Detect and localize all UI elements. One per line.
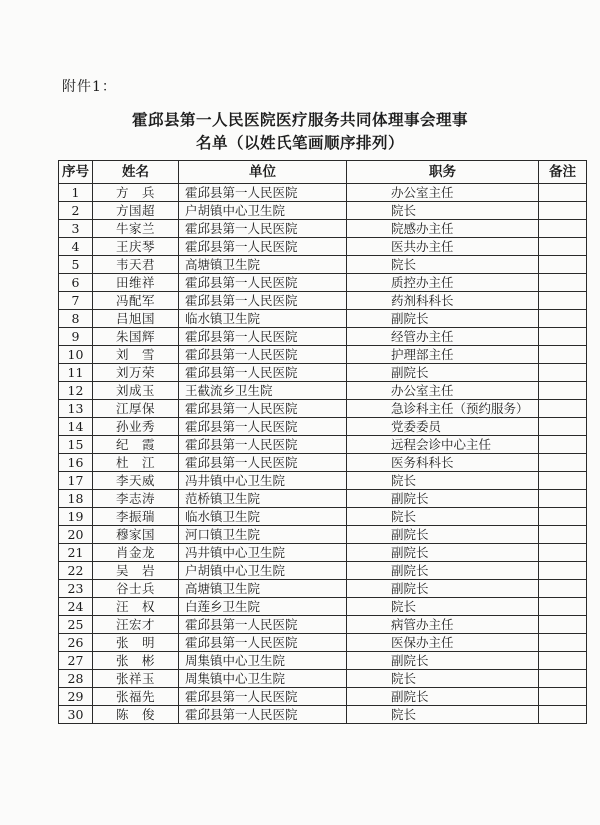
row-index: 23 [59,580,93,598]
row-position: 院长 [347,508,539,526]
table-row [59,310,587,328]
table-row [59,328,587,346]
row-index: 10 [59,346,93,364]
row-position: 院长 [347,706,539,724]
row-unit: 霍邱县第一人民医院 [179,184,347,202]
row-index: 26 [59,634,93,652]
row-position: 副院长 [347,364,539,382]
row-unit: 户胡镇中心卫生院 [179,202,347,220]
row-name: 李志涛 [93,490,179,508]
row-unit: 临水镇卫生院 [179,508,347,526]
row-index: 5 [59,256,93,274]
row-name: 李振瑞 [93,508,179,526]
row-unit: 霍邱县第一人民医院 [179,418,347,436]
row-position: 医共办主任 [347,238,539,256]
header-unit: 单位 [179,161,347,184]
row-unit: 霍邱县第一人民医院 [179,346,347,364]
row-remark [539,418,587,436]
row-position: 党委委员 [347,418,539,436]
row-remark [539,364,587,382]
row-name: 方国超 [93,202,179,220]
row-index: 29 [59,688,93,706]
table-row [59,238,587,256]
document-title-line1: 霍邱县第一人民医院医疗服务共同体理事会理事 [131,111,468,129]
row-remark [539,544,587,562]
row-name: 张祥玉 [93,670,179,688]
header-name: 姓名 [93,161,179,184]
row-unit: 霍邱县第一人民医院 [179,706,347,724]
row-index: 27 [59,652,93,670]
table-row [59,400,587,418]
row-index: 13 [59,400,93,418]
row-index: 7 [59,292,93,310]
row-unit: 霍邱县第一人民医院 [179,616,347,634]
row-unit: 霍邱县第一人民医院 [179,400,347,418]
table-row [59,544,587,562]
row-index: 24 [59,598,93,616]
row-name: 方 兵 [93,184,179,202]
row-position: 办公室主任 [347,382,539,400]
row-remark [539,454,587,472]
row-position: 医保办主任 [347,634,539,652]
row-index: 1 [59,184,93,202]
table-row [59,526,587,544]
row-remark [539,562,587,580]
row-index: 9 [59,328,93,346]
row-name: 穆家国 [93,526,179,544]
row-remark [539,580,587,598]
row-remark [539,184,587,202]
row-remark [539,634,587,652]
row-name: 陈 俊 [93,706,179,724]
row-unit: 高塘镇卫生院 [179,256,347,274]
row-unit: 霍邱县第一人民医院 [179,238,347,256]
table-row [59,292,587,310]
row-unit: 白莲乡卫生院 [179,598,347,616]
table-row [59,580,587,598]
row-index: 21 [59,544,93,562]
row-remark [539,274,587,292]
row-position: 院长 [347,598,539,616]
row-unit: 高塘镇卫生院 [179,580,347,598]
row-position: 副院长 [347,688,539,706]
header-position: 职务 [347,161,539,184]
row-unit: 周集镇中心卫生院 [179,670,347,688]
row-index: 22 [59,562,93,580]
row-position: 院长 [347,256,539,274]
table-row [59,472,587,490]
row-unit: 霍邱县第一人民医院 [179,274,347,292]
row-name: 纪 霞 [93,436,179,454]
row-unit: 霍邱县第一人民医院 [179,328,347,346]
row-name: 杜 江 [93,454,179,472]
table-row [59,634,587,652]
row-remark [539,310,587,328]
row-name: 牛家兰 [93,220,179,238]
row-name: 孙业秀 [93,418,179,436]
row-remark [539,526,587,544]
row-remark [539,652,587,670]
row-position: 副院长 [347,310,539,328]
row-unit: 河口镇卫生院 [179,526,347,544]
row-unit: 范桥镇卫生院 [179,490,347,508]
row-position: 副院长 [347,544,539,562]
row-position: 院长 [347,202,539,220]
table-header-row [59,161,587,184]
row-index: 25 [59,616,93,634]
row-remark [539,706,587,724]
row-name: 谷士兵 [93,580,179,598]
document-title-line2: 名单（以姓氏笔画顺序排列） [195,134,404,152]
row-position: 副院长 [347,526,539,544]
row-name: 江厚保 [93,400,179,418]
table-row [59,202,587,220]
table-row [59,490,587,508]
table-row [59,688,587,706]
row-position: 急诊科主任（预约服务） [347,400,539,418]
row-unit: 霍邱县第一人民医院 [179,220,347,238]
row-unit: 霍邱县第一人民医院 [179,436,347,454]
table-row [59,436,587,454]
row-remark [539,670,587,688]
row-name: 刘万荣 [93,364,179,382]
attachment-label: 附件1： [62,79,117,95]
row-position: 护理部主任 [347,346,539,364]
row-position: 病管办主任 [347,616,539,634]
row-unit: 王截流乡卫生院 [179,382,347,400]
table-row [59,562,587,580]
header-remark: 备注 [539,161,587,184]
table-row [59,256,587,274]
row-index: 28 [59,670,93,688]
row-position: 药剂科科长 [347,292,539,310]
row-name: 吴 岩 [93,562,179,580]
table-row [59,454,587,472]
row-unit: 霍邱县第一人民医院 [179,292,347,310]
row-index: 16 [59,454,93,472]
row-remark [539,688,587,706]
row-name: 冯配军 [93,292,179,310]
table-row [59,598,587,616]
row-index: 20 [59,526,93,544]
header-index: 序号 [59,161,93,184]
table-row [59,184,587,202]
row-position: 经管办主任 [347,328,539,346]
table-row [59,220,587,238]
row-index: 4 [59,238,93,256]
row-index: 12 [59,382,93,400]
table-row [59,670,587,688]
row-unit: 霍邱县第一人民医院 [179,454,347,472]
row-remark [539,220,587,238]
row-position: 办公室主任 [347,184,539,202]
row-position: 院感办主任 [347,220,539,238]
row-index: 15 [59,436,93,454]
row-index: 19 [59,508,93,526]
row-remark [539,202,587,220]
row-index: 6 [59,274,93,292]
row-name: 王庆琴 [93,238,179,256]
row-unit: 冯井镇中心卫生院 [179,544,347,562]
row-unit: 霍邱县第一人民医院 [179,634,347,652]
row-index: 14 [59,418,93,436]
row-remark [539,400,587,418]
row-index: 2 [59,202,93,220]
table-row [59,418,587,436]
row-remark [539,328,587,346]
row-remark [539,490,587,508]
row-remark [539,616,587,634]
row-remark [539,346,587,364]
table-row [59,346,587,364]
row-remark [539,508,587,526]
row-name: 刘 雪 [93,346,179,364]
row-index: 18 [59,490,93,508]
row-position: 院长 [347,472,539,490]
row-position: 副院长 [347,652,539,670]
row-position: 质控办主任 [347,274,539,292]
row-name: 田维祥 [93,274,179,292]
table-row [59,274,587,292]
table-row [59,652,587,670]
row-position: 副院长 [347,490,539,508]
row-name: 汪宏才 [93,616,179,634]
row-name: 朱国辉 [93,328,179,346]
row-remark [539,472,587,490]
row-name: 张 明 [93,634,179,652]
row-index: 8 [59,310,93,328]
row-name: 李天威 [93,472,179,490]
row-name: 刘成玉 [93,382,179,400]
row-name: 韦天君 [93,256,179,274]
row-remark [539,292,587,310]
row-remark [539,256,587,274]
row-position: 院长 [347,670,539,688]
row-index: 3 [59,220,93,238]
table-row [59,364,587,382]
row-unit: 冯井镇中心卫生院 [179,472,347,490]
row-name: 吕旭国 [93,310,179,328]
row-remark [539,382,587,400]
table-row [59,382,587,400]
member-table [58,160,587,724]
row-unit: 霍邱县第一人民医院 [179,364,347,382]
table-row [59,508,587,526]
row-remark [539,598,587,616]
row-name: 肖金龙 [93,544,179,562]
row-unit: 临水镇卫生院 [179,310,347,328]
row-name: 张福先 [93,688,179,706]
row-unit: 户胡镇中心卫生院 [179,562,347,580]
row-unit: 霍邱县第一人民医院 [179,688,347,706]
row-remark [539,436,587,454]
row-unit: 周集镇中心卫生院 [179,652,347,670]
row-position: 医务科科长 [347,454,539,472]
row-index: 11 [59,364,93,382]
row-name: 张 彬 [93,652,179,670]
row-position: 副院长 [347,562,539,580]
row-name: 汪 权 [93,598,179,616]
row-position: 远程会诊中心主任 [347,436,539,454]
table-row [59,706,587,724]
row-position: 副院长 [347,580,539,598]
row-remark [539,238,587,256]
table-row [59,616,587,634]
row-index: 30 [59,706,93,724]
row-index: 17 [59,472,93,490]
